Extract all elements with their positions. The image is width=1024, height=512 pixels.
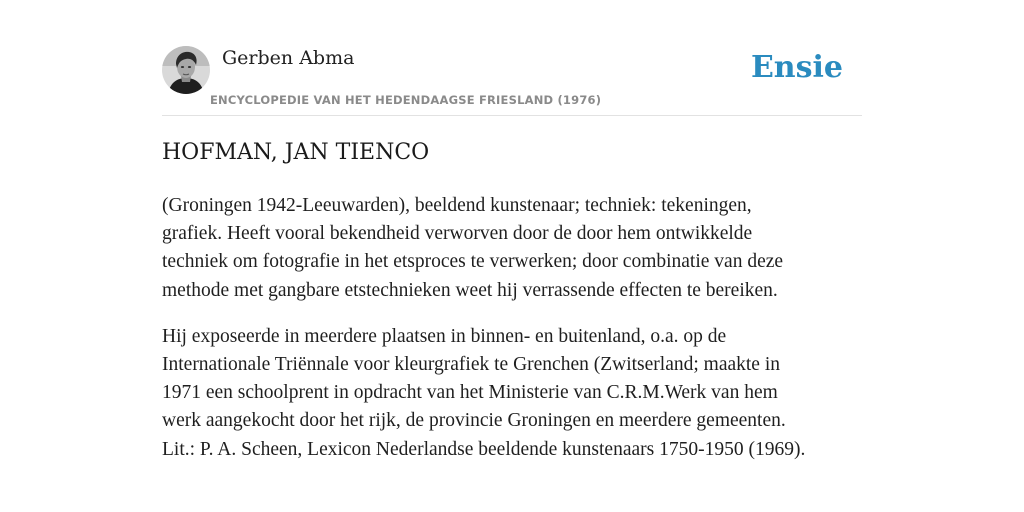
- paragraph-line: techniek om fotografie in het etsproces te verwerken; door combinatie van deze: [162, 251, 784, 273]
- paragraph-line: 1971 een schoolprent in opdracht van het Ministerie van C.R.M.Werk van hem: [162, 382, 778, 404]
- paragraph-line: werk aangekocht door het rijk, de provincie Groningen en meerdere gemeenten.: [162, 410, 786, 432]
- header-divider: [162, 115, 862, 116]
- author-avatar[interactable]: [162, 46, 210, 94]
- paragraph-line: (Groningen 1942-Leeuwarden), beeldend kunstenaar; techniek: tekeningen,: [162, 195, 752, 216]
- paragraph-line: methode met gangbare etstechnieken weet hij verrassende effecten te bereiken.: [162, 279, 778, 301]
- paragraph-line: Lit.: P. A. Scheen, Lexicon Nederlandse beeldende kunstenaars 1750-1950 (1969).: [162, 438, 806, 460]
- portrait-photo-icon: [162, 46, 210, 94]
- paragraph-line: grafiek. Heeft vooral bekendheid verworven door de door hem ontwikkelde: [162, 223, 753, 245]
- paragraph-line: Internationale Triënnale voor kleurgrafiek te Grenchen (Zwitserland; maakte in: [162, 354, 781, 376]
- article-body: [162, 192, 862, 482]
- author-name[interactable]: Gerben Abma: [222, 47, 355, 69]
- paragraph-1: [162, 192, 862, 305]
- ensie-logo[interactable]: Ensie: [750, 50, 843, 85]
- paragraph-2: [162, 323, 862, 464]
- article-title: HOFMAN, JAN TIENCO: [162, 140, 430, 165]
- paragraph-line: Hij exposeerde in meerdere plaatsen in binnen- en buitenland, o.a. op de: [162, 325, 727, 347]
- source-encyclopedia[interactable]: ENCYCLOPEDIE VAN HET HEDENDAAGSE FRIESLAND (1976): [210, 93, 602, 107]
- article-header: [162, 46, 862, 116]
